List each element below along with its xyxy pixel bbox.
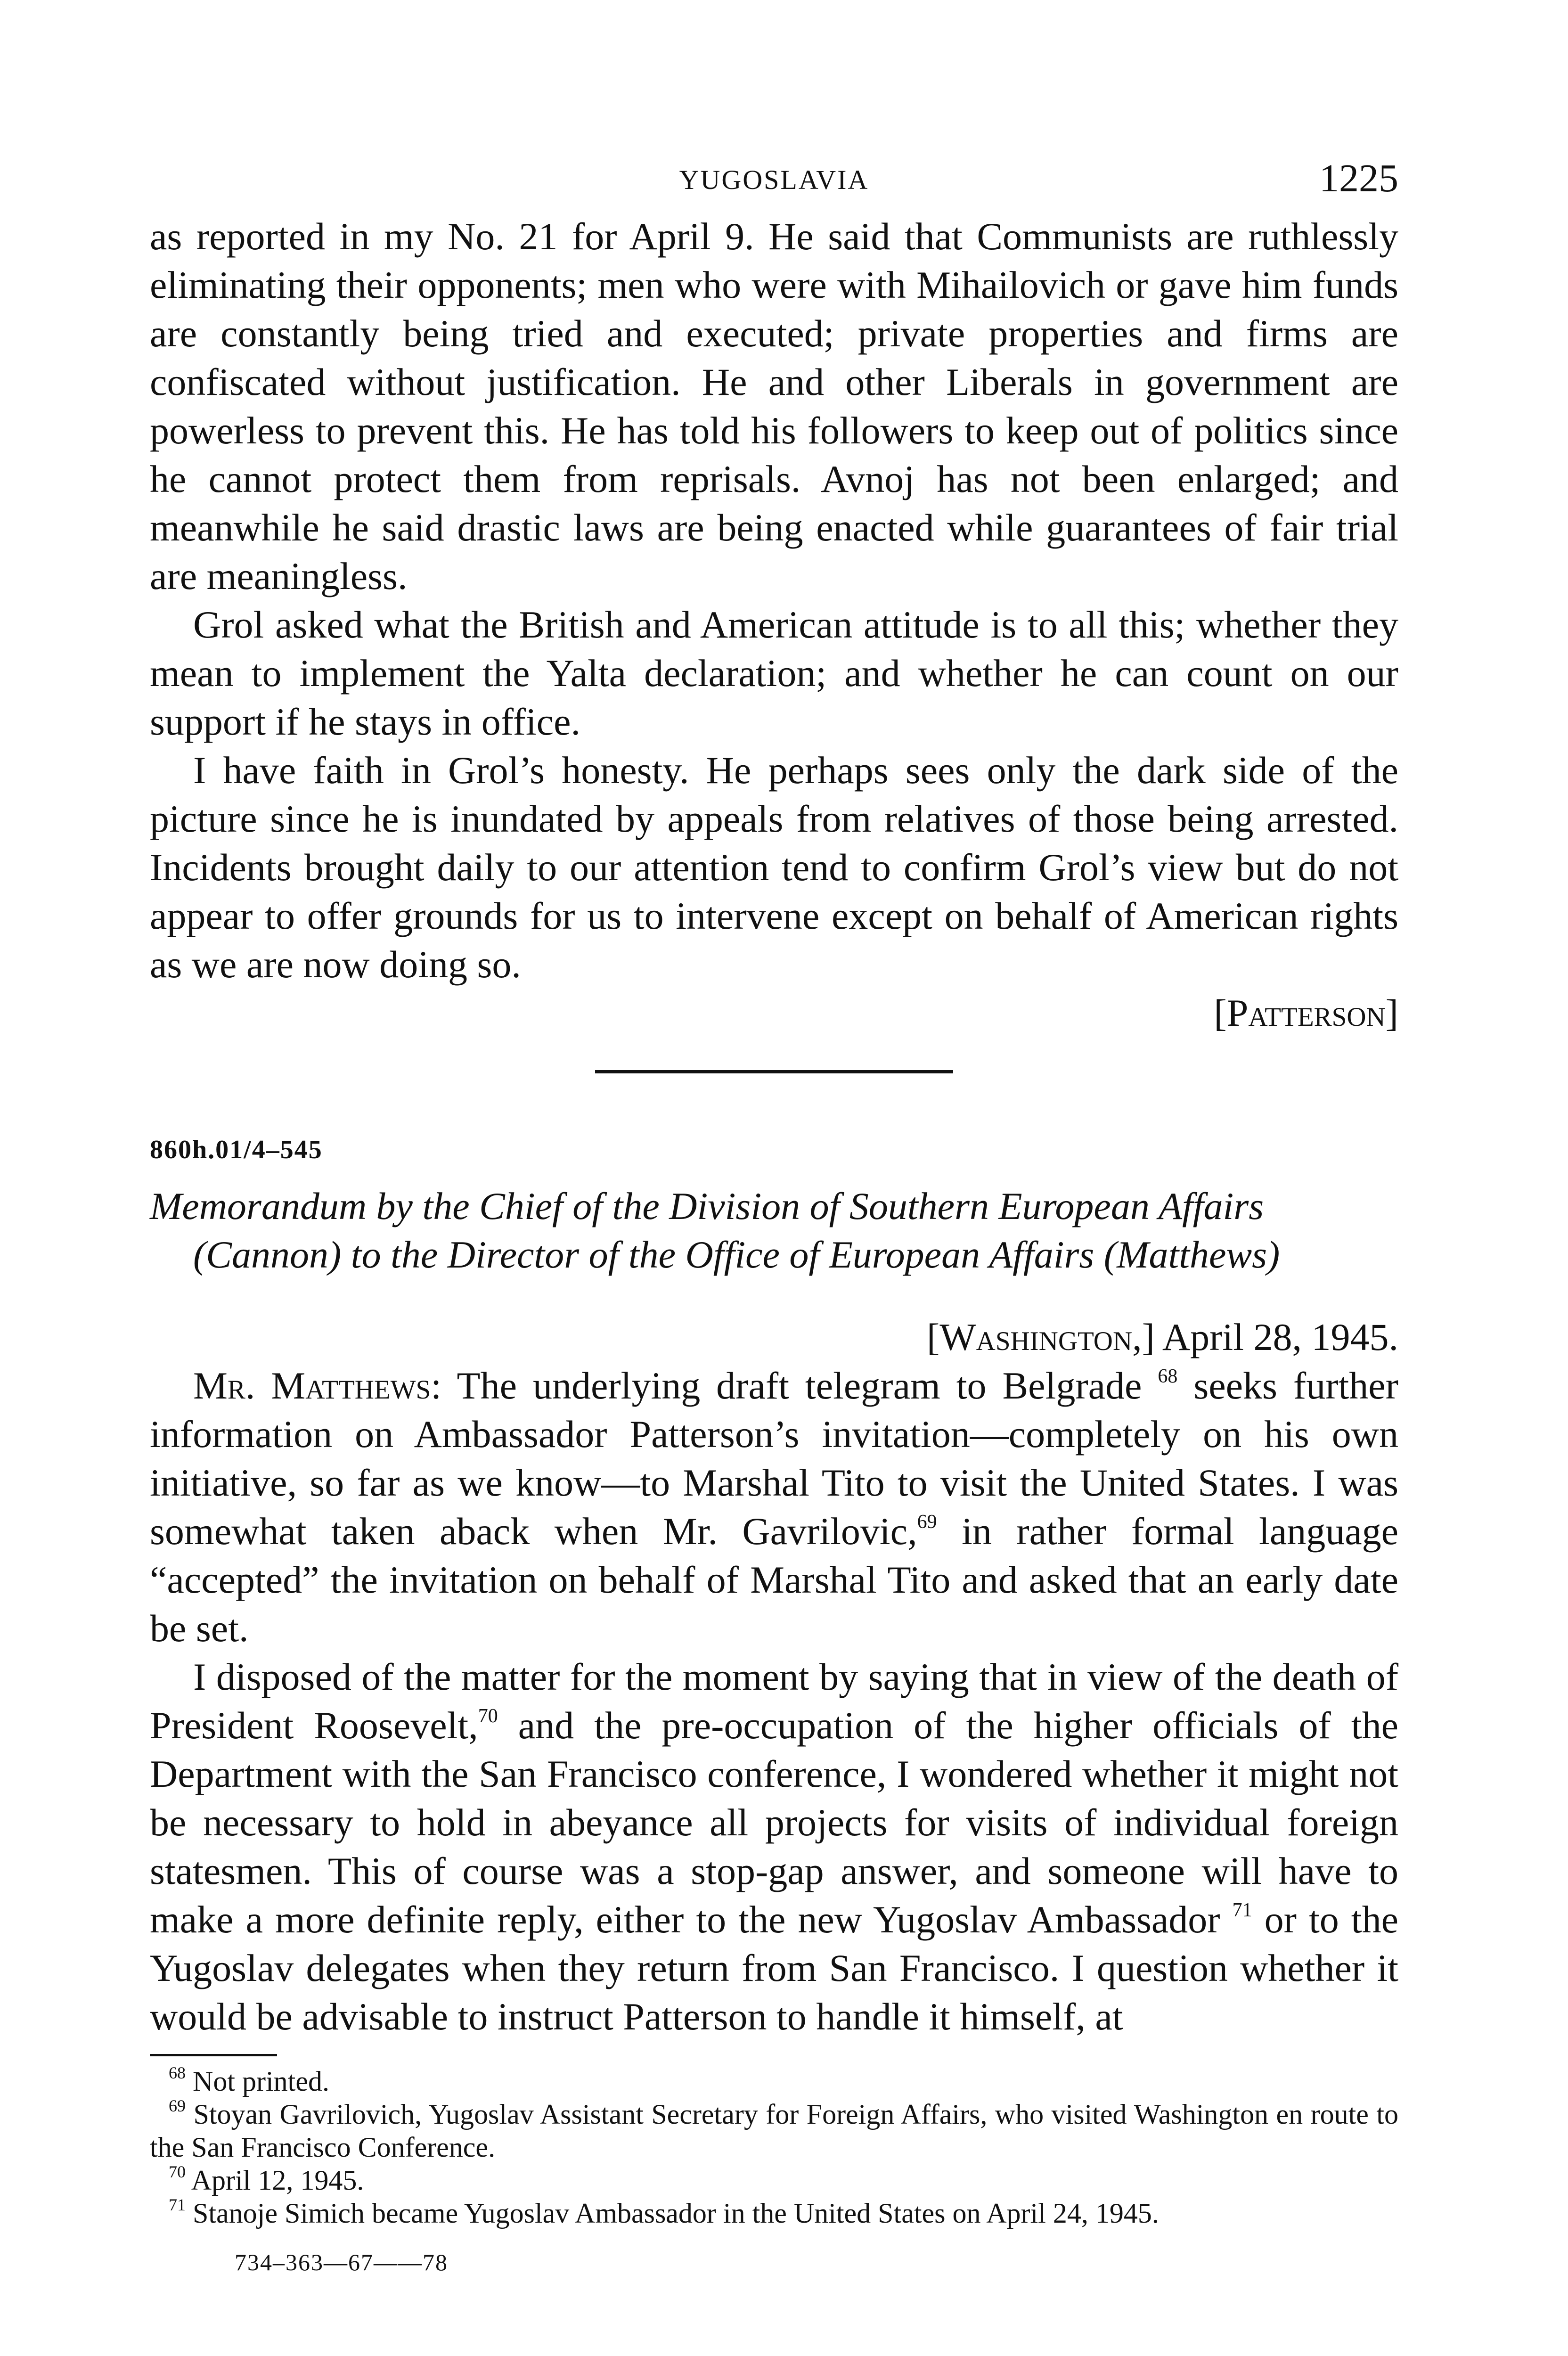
footnote-ref-71: 71 [1232,1899,1252,1921]
memo-p2-part-b: and the pre-occupation of the higher officials of the Department with the San Francisco conference, I wondered whether it might not be necessary to hold in abeyance all projects for visits of individual foreign statesmen. This of course was a stop-gap answer, and someone will have to make a more definite reply, either to the new Yugoslav Ambassador [150,1704,1399,1941]
memo-paragraph-1 [150,1361,1398,1652]
document-page [150,155,1398,2276]
section-divider [595,1070,953,1073]
footnote-ref-69: 69 [917,1511,937,1533]
printer-line: 734–363—67——78 [235,2249,448,2275]
footnote-mark: 70 [169,2162,186,2181]
document-title: Memorandum by the Chief of the Division of Southern European Affairs (Cannon) to the Director of the Office of European Affairs (Matthews) [150,1185,1280,1276]
running-title: YUGOSLAVIA [679,164,869,195]
footnote-ref-68: 68 [1158,1366,1178,1387]
paragraph-grol-question: Grol asked what the British and American attitude is to all this; whether they mean to implement the Yalta declaration; and whether he can count on our support if he stays in office. [150,603,1398,743]
footnote-mark: 71 [169,2195,186,2214]
footnote-text: Stanoje Simich became Yugoslav Ambassador in the United States on April 24, 1945. [193,2198,1159,2229]
memo-paragraph-2 [150,1652,1398,2041]
footnote-mark: 68 [169,2063,186,2082]
page-number: 1225 [1319,156,1398,200]
footnote-mark: 69 [169,2096,186,2115]
dateline-place: [Washington,] [926,1316,1155,1358]
footnote-71 [150,2197,1398,2230]
salutation: Mr. Matthews: [193,1364,442,1407]
memo-p2-part-c: or to the Yugoslav delegates when they return from San Francisco. I question whether it would be advisable to instruct Patterson to handle it himself, at [150,1898,1398,2038]
footnote-ref-70: 70 [478,1705,498,1727]
footnote-69 [150,2098,1398,2164]
dateline-date: April 28, 1945. [1162,1316,1398,1358]
dateline [150,1313,1398,1361]
footnote-rule [150,2054,277,2056]
signature: [Patterson] [1214,991,1398,1034]
footnote-text: April 12, 1945. [191,2165,364,2196]
memo-p1-part-c: in rather formal language “accepted” the invitation on behalf of Marshal Tito and asked that an early date be set. [150,1510,1399,1650]
footnote-70 [150,2164,1398,2197]
footnote-text: Not printed. [193,2066,329,2097]
footnote-68 [150,2065,1398,2098]
running-head [150,155,1398,212]
memo-p2-part-a: I disposed of the matter for the moment by saying that in view of the death of President Roosevelt, [150,1655,1398,1747]
memo-p1-part-b: seeks further information on Ambassador Patterson’s invitation—completely on his own initiative, so far as we know—to Marshal Tito to visit the United States. I was somewhat taken aback when Mr. Gavrilovic, [150,1364,1398,1553]
footnotes [150,2065,1398,2230]
paragraph-continued: as reported in my No. 21 for April 9. He said that Communists are ruthlessly eliminating their opponents; men who were with Mihailovich or gave him funds are constantly being tried and executed; private properties and firms are confiscated without justification. He and other Liberals in government are powerless to prevent this. He has told his followers to keep out of politics since he cannot protect them from reprisals. Avnoj has not been enlarged; and meanwhile he said drastic laws are being enacted while guarantees of fair trial are meaningless. [150,215,1398,597]
memo-p1-part-a: The underlying draft telegram to Belgrade [457,1364,1142,1407]
file-number: 860h.01/4–545 [150,1135,323,1164]
footnote-text: Stoyan Gavrilovich, Yugoslav Assistant Secretary for Foreign Affairs, who visited Washington en route to the San Francisco Conference. [150,2099,1398,2163]
paragraph-faith-in-grol: I have faith in Grol’s honesty. He perhaps sees only the dark side of the picture since he is inundated by appeals from relatives of those being arrested. Incidents brought daily to our attention tend to confirm Grol’s view but do not appear to offer grounds for us to intervene except on behalf of American rights as we are now doing so. [150,749,1398,986]
